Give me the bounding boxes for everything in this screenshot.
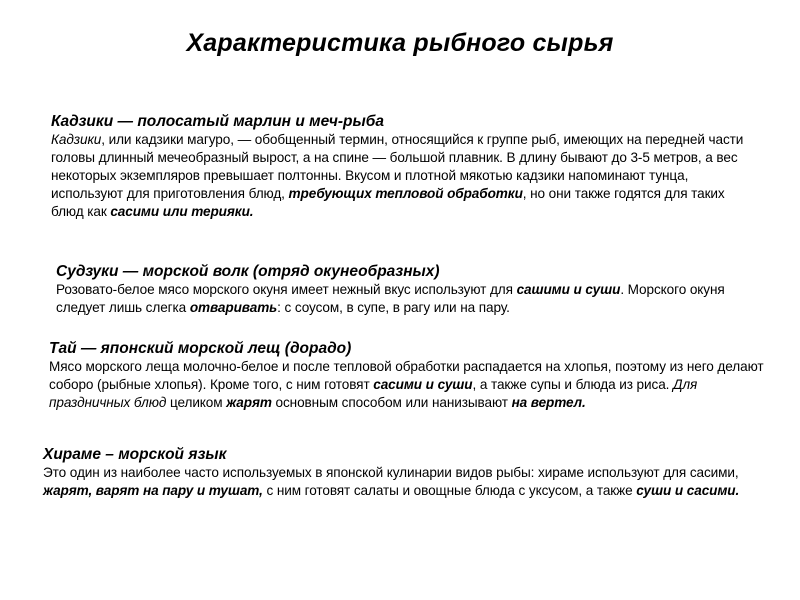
section-kadziki xyxy=(51,112,751,221)
page-title: Характеристика рыбного сырья xyxy=(186,29,614,57)
body-text: Розовато-белое мясо морского окуня имеет нежный вкус используют для xyxy=(56,282,517,297)
section-heading: Хираме – морской язык xyxy=(43,446,227,463)
body-italic: Для праздничных блюд xyxy=(49,377,698,410)
body-emphasis: жарят, варят на пару и тушат, xyxy=(43,483,263,498)
section-body xyxy=(43,464,783,500)
section-heading: Судзуки — морской волк (отряд окунеобразных) xyxy=(56,263,440,280)
section-tai xyxy=(49,339,779,412)
body-emphasis: жарят xyxy=(226,395,272,410)
body-text: Это один из наиболее часто используемых в японской кулинарии видов рыбы: хираме используют для сасими, xyxy=(43,465,739,480)
body-emphasis: суши и сасими. xyxy=(636,483,740,498)
body-emphasis: сасими или терияки. xyxy=(110,204,254,219)
body-emphasis: сашими и суши xyxy=(516,282,621,297)
body-emphasis: требующих тепловой обработки xyxy=(288,186,523,201)
body-text: целиком xyxy=(166,395,227,410)
body-text: основным способом или нанизывают xyxy=(271,395,512,410)
section-body xyxy=(49,358,779,412)
body-text: : с соусом, в супе, в рагу или на пару. xyxy=(277,300,510,315)
body-text: , или кадзики магуро, — обобщенный термин, относящийся к группе рыб, имеющих на передней части головы длинный мечеобразный вырост, а на спине — большой плавник. В длину бывают до 3-5 метров, а вес некоторых экземпляров превышает полтонны. Вкусом и плотной мякотью кадзики напоминают тунца, используют для приготовления блюд, xyxy=(51,132,744,201)
body-emphasis: отваривать xyxy=(189,300,278,315)
body-text: , а также супы и блюда из риса. xyxy=(472,377,674,392)
section-body xyxy=(51,131,751,221)
section-heading: Кадзики — полосатый марлин и меч-рыба xyxy=(51,113,384,130)
body-text: с ним готовят салаты и овощные блюда с уксусом, а также xyxy=(262,483,637,498)
body-text: , но они также годятся для таких блюд как xyxy=(51,186,725,219)
body-emphasis: сасими и суши xyxy=(373,377,473,392)
body-text: Мясо морского леща молочно-белое и после тепловой обработки распадается на хлопья, поэтому из него делают соборо (рыбные хлопья). Кроме того, с ним готовят xyxy=(49,359,764,392)
section-body xyxy=(56,281,756,317)
body-text: . Морского окуня следует лишь слегка xyxy=(56,282,725,315)
section-heading: Тай — японский морской лещ (дорадо) xyxy=(49,340,352,357)
body-italic: Кадзики xyxy=(51,132,102,147)
section-hirame xyxy=(43,445,783,500)
section-sudzuki xyxy=(56,262,756,317)
body-emphasis: на вертел. xyxy=(511,395,586,410)
